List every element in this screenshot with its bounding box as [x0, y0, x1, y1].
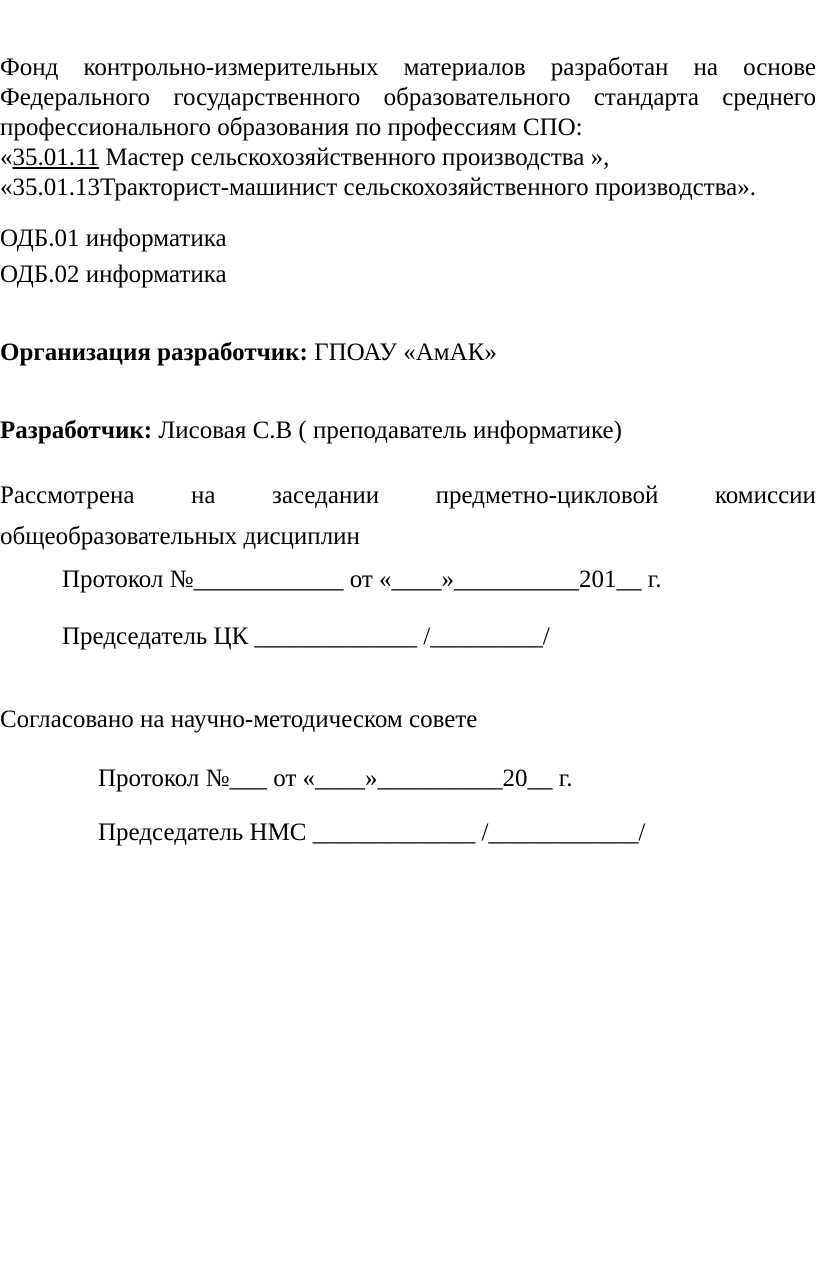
organization-value: ГПОАУ «АмАК» [307, 339, 497, 366]
review-word: комиссии [714, 482, 816, 509]
review-word: предметно-цикловой [435, 482, 659, 509]
approval-title: Согласовано на научно-методическом совете [0, 706, 478, 733]
intro-word: разработан [550, 54, 669, 81]
open-quote: « [0, 144, 13, 171]
profession-name: Мастер сельскохозяйственного производства », [99, 144, 610, 171]
intro-line-4 [0, 143, 816, 173]
intro-word: Фонд [0, 54, 59, 81]
intro-word: Федерального [0, 84, 151, 111]
review-line-2: общеобразовательных дисциплин [0, 523, 360, 550]
intro-line-1 [0, 53, 816, 83]
intro-word: государственного [173, 84, 361, 111]
intro-line-5: «35.01.13Тракторист-машинист сельскохозяйственного производства». [0, 174, 757, 201]
developer-value: Лисовая С.В ( преподаватель информатике) [152, 417, 622, 444]
approval-protocol: Протокол №___ от «____»__________20__ г. [98, 765, 573, 792]
organization-label: Организация разработчик: [0, 339, 308, 366]
review-word: на [191, 482, 216, 509]
intro-word: основе [743, 54, 816, 81]
profession-code: 35.01.11 [12, 144, 100, 171]
review-chairman: Председатель ЦК _____________ /_________/ [62, 623, 550, 650]
subject-2: ОДБ.02 информатика [0, 261, 227, 288]
approval-chairman: Председатель НМС _____________ /____________/ [98, 819, 646, 846]
intro-word: на [693, 54, 719, 81]
review-word: Рассмотрена [0, 482, 135, 509]
developer-label: Разработчик: [0, 417, 153, 444]
intro-word: контрольно-измерительных [83, 54, 379, 81]
developer-line [0, 416, 816, 446]
review-word: заседании [271, 482, 380, 509]
intro-word: среднего [722, 84, 816, 111]
review-protocol: Протокол №____________ от «____»__________201__ г. [62, 566, 662, 593]
review-line-1 [0, 481, 816, 511]
intro-word: образовательного [383, 84, 571, 111]
intro-line-3: профессионального образования по профессиям СПО: [0, 114, 583, 141]
intro-line-2 [0, 83, 816, 113]
subject-1: ОДБ.01 информатика [0, 225, 227, 252]
intro-word: стандарта [593, 84, 699, 111]
organization-line [0, 338, 816, 368]
intro-word: материалов [403, 54, 526, 81]
